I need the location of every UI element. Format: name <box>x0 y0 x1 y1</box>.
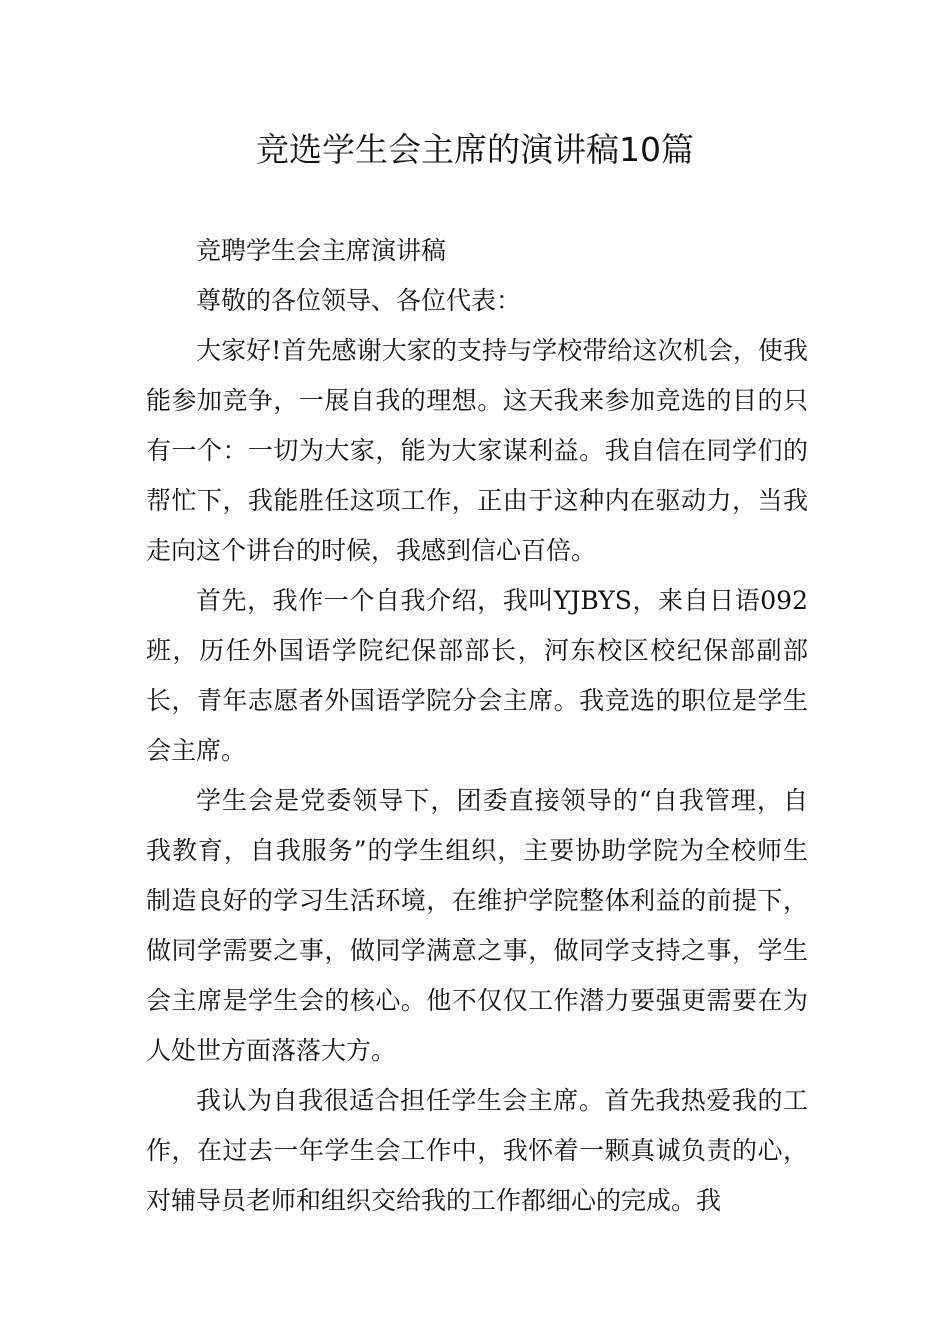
paragraph: 学生会是党委领导下，团委直接领导的“自我管理，自我教育，自我服务”的学生组织，主要协助学院为全校师生制造良好的学习生活环境，在维护学院整体利益的前提下，做同学需要之事，做同学满意之事，做同学支持之事，学生会主席是学生会的核心。他不仅仅工作潜力要强更需要在为人处世方面落落大方。 <box>146 786 808 1065</box>
paragraph: 首先，我作一个自我介绍，我叫YJBYS，来自日语092班，历任外国语学院纪保部部长，河东校区校纪保部副部长，青年志愿者外国语学院分会主席。我竞选的职位是学生会主席。 <box>146 586 808 765</box>
document-title: 竞选学生会主席的演讲稿10篇 <box>256 130 694 169</box>
paragraph-salutation: 尊敬的各位领导、各位代表： <box>196 286 522 315</box>
paragraph-heading: 竞聘学生会主席演讲稿 <box>196 236 447 265</box>
paragraph: 我认为自我很适合担任学生会主席。首先我热爱我的工作，在过去一年学生会工作中，我怀着一颗真诚负责的心，对辅导员老师和组织交给我的工作都细心的完成。我 <box>146 1086 808 1215</box>
paragraph: 大家好!首先感谢大家的支持与学校带给这次机会，使我能参加竞争，一展自我的理想。这天我来参加竞选的目的只有一个：一切为大家，能为大家谋利益。我自信在同学们的帮忙下，我能胜任这项工作，正由于这种内在驱动力，当我走向这个讲台的时候，我感到信心百倍。 <box>146 336 808 565</box>
document-body <box>146 226 808 1226</box>
